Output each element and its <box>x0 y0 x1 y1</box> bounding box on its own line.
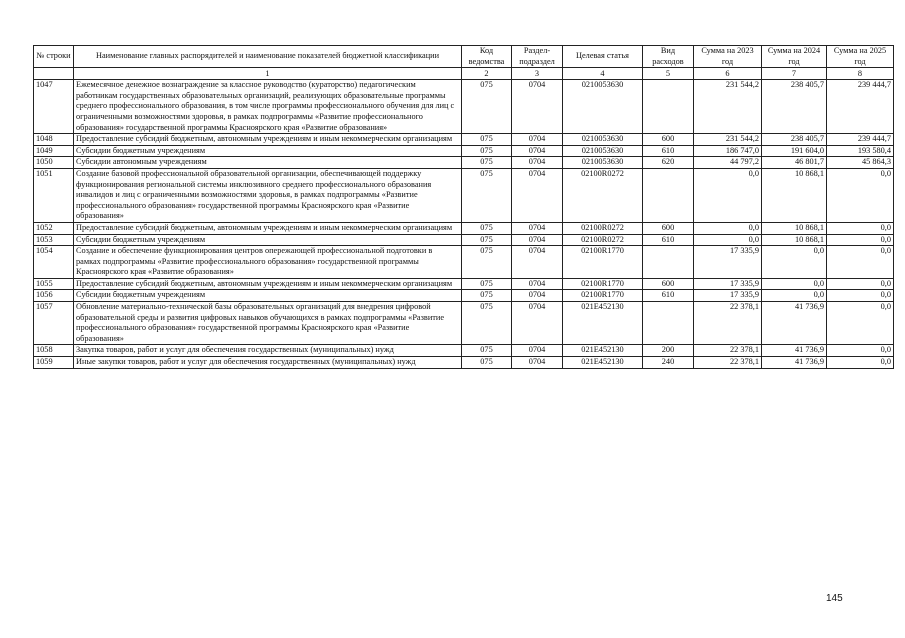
header-name: Наименование главных распорядителей и наименование показателей бюджетной классификации <box>74 46 462 68</box>
header-num: № строки <box>34 46 74 68</box>
sum-2024: 41 736,9 <box>762 345 827 357</box>
sum-2025: 0,0 <box>827 290 894 302</box>
row-name: Иные закупки товаров, работ и услуг для обеспечения государственных (муниципальных) нужд <box>74 357 462 369</box>
section-code: 0704 <box>512 157 563 169</box>
expense-kind <box>643 302 694 345</box>
expense-kind: 600 <box>643 278 694 290</box>
row-number: 1049 <box>34 145 74 157</box>
sum-2023: 0,0 <box>694 222 762 234</box>
target-article: 02100R1770 <box>563 246 643 279</box>
row-name: Обновление материально-технической базы образовательных организаций для внедрения цифровой образовательной среды и развития цифровых навыков обучающихся в рамках подпрограммы «Развитие профессионального образования» государственной программы Красноярского края «Развитие образования» <box>74 302 462 345</box>
target-article: 021Е452130 <box>563 357 643 369</box>
column-number <box>34 68 74 80</box>
dept-code: 075 <box>462 134 512 146</box>
section-code: 0704 <box>512 80 563 134</box>
sum-2024: 41 736,9 <box>762 357 827 369</box>
target-article: 02100R1770 <box>563 278 643 290</box>
row-name: Субсидии бюджетным учреждениям <box>74 234 462 246</box>
table-row <box>34 157 894 169</box>
row-number: 1053 <box>34 234 74 246</box>
target-article: 021Е452130 <box>563 302 643 345</box>
target-article: 0210053630 <box>563 157 643 169</box>
expense-kind <box>643 80 694 134</box>
row-name: Создание базовой профессиональной образовательной организации, обеспечивающей поддержку функционирования региональной системы инклюзивного среднего профессионального образования инвалидов и лиц с ограниченными возможностями здоровья, в рамках подпрограммы «Развитие профессионального образования» государственной программы Красноярского края «Развитие образования» <box>74 168 462 222</box>
dept-code: 075 <box>462 145 512 157</box>
section-code: 0704 <box>512 345 563 357</box>
table-row <box>34 168 894 222</box>
sum-2023: 0,0 <box>694 234 762 246</box>
row-number: 1050 <box>34 157 74 169</box>
dept-code: 075 <box>462 246 512 279</box>
expense-kind <box>643 168 694 222</box>
row-number: 1051 <box>34 168 74 222</box>
sum-2025: 0,0 <box>827 357 894 369</box>
row-number: 1059 <box>34 357 74 369</box>
target-article: 02100R0272 <box>563 222 643 234</box>
row-name: Предоставление субсидий бюджетным, автономным учреждениям и иным некоммерческим организациям <box>74 222 462 234</box>
sum-2024: 10 868,1 <box>762 222 827 234</box>
table-row <box>34 222 894 234</box>
target-article: 02100R0272 <box>563 168 643 222</box>
row-name: Субсидии автономным учреждениям <box>74 157 462 169</box>
table-row <box>34 345 894 357</box>
expense-kind: 600 <box>643 222 694 234</box>
table-row <box>34 302 894 345</box>
budget-table <box>33 45 894 369</box>
row-name: Субсидии бюджетным учреждениям <box>74 290 462 302</box>
sum-2024: 0,0 <box>762 278 827 290</box>
dept-code: 075 <box>462 234 512 246</box>
section-code: 0704 <box>512 290 563 302</box>
table-row <box>34 80 894 134</box>
sum-2023: 22 378,1 <box>694 302 762 345</box>
sum-2025: 0,0 <box>827 246 894 279</box>
column-number: 5 <box>643 68 694 80</box>
sum-2023: 231 544,2 <box>694 134 762 146</box>
row-number: 1057 <box>34 302 74 345</box>
header-article: Целевая статья <box>563 46 643 68</box>
sum-2025: 0,0 <box>827 278 894 290</box>
header-sum-2025: Сумма на 2025 год <box>827 46 894 68</box>
sum-2023: 44 797,2 <box>694 157 762 169</box>
row-number: 1056 <box>34 290 74 302</box>
dept-code: 075 <box>462 278 512 290</box>
section-code: 0704 <box>512 234 563 246</box>
dept-code: 075 <box>462 80 512 134</box>
row-number: 1058 <box>34 345 74 357</box>
column-number: 6 <box>694 68 762 80</box>
expense-kind: 620 <box>643 157 694 169</box>
row-name: Предоставление субсидий бюджетным, автономным учреждениям и иным некоммерческим организациям <box>74 278 462 290</box>
sum-2023: 22 378,1 <box>694 357 762 369</box>
dept-code: 075 <box>462 345 512 357</box>
row-name: Предоставление субсидий бюджетным, автономным учреждениям и иным некоммерческим организациям <box>74 134 462 146</box>
sum-2025: 0,0 <box>827 222 894 234</box>
section-code: 0704 <box>512 222 563 234</box>
sum-2024: 0,0 <box>762 290 827 302</box>
row-name: Ежемесячное денежное вознаграждение за классное руководство (кураторство) педагогическим работникам государственных образовательных организаций, реализующих образовательные программы среднего профессионального образования, в том числе программы профессионального обучения для лиц с ограниченными возможностями здоровья, в рамках подпрограммы «Развитие профессионального образования» государственной программы Красноярского края «Развитие образования» <box>74 80 462 134</box>
expense-kind: 600 <box>643 134 694 146</box>
section-code: 0704 <box>512 134 563 146</box>
target-article: 021Е452130 <box>563 345 643 357</box>
header-kind: Вид расходов <box>643 46 694 68</box>
section-code: 0704 <box>512 278 563 290</box>
section-code: 0704 <box>512 145 563 157</box>
sum-2025: 239 444,7 <box>827 134 894 146</box>
sum-2024: 10 868,1 <box>762 234 827 246</box>
sum-2025: 193 580,4 <box>827 145 894 157</box>
sum-2025: 239 444,7 <box>827 80 894 134</box>
column-number-row <box>34 68 894 80</box>
header-dept: Код ведомства <box>462 46 512 68</box>
section-code: 0704 <box>512 246 563 279</box>
sum-2023: 0,0 <box>694 168 762 222</box>
column-number: 8 <box>827 68 894 80</box>
dept-code: 075 <box>462 357 512 369</box>
column-number: 3 <box>512 68 563 80</box>
target-article: 0210053630 <box>563 134 643 146</box>
sum-2024: 41 736,9 <box>762 302 827 345</box>
table-row <box>34 246 894 279</box>
table-row <box>34 278 894 290</box>
row-number: 1054 <box>34 246 74 279</box>
sum-2023: 17 335,9 <box>694 246 762 279</box>
sum-2023: 22 378,1 <box>694 345 762 357</box>
sum-2023: 186 747,0 <box>694 145 762 157</box>
table-row <box>34 290 894 302</box>
section-code: 0704 <box>512 357 563 369</box>
dept-code: 075 <box>462 157 512 169</box>
row-number: 1052 <box>34 222 74 234</box>
table-body <box>34 80 894 368</box>
expense-kind: 610 <box>643 145 694 157</box>
target-article: 02100R1770 <box>563 290 643 302</box>
table-row <box>34 357 894 369</box>
sum-2023: 17 335,9 <box>694 290 762 302</box>
sum-2025: 45 864,3 <box>827 157 894 169</box>
row-name: Субсидии бюджетным учреждениям <box>74 145 462 157</box>
expense-kind: 200 <box>643 345 694 357</box>
dept-code: 075 <box>462 302 512 345</box>
column-number: 1 <box>74 68 462 80</box>
table-row <box>34 134 894 146</box>
sum-2024: 191 604,0 <box>762 145 827 157</box>
expense-kind: 610 <box>643 234 694 246</box>
row-number: 1048 <box>34 134 74 146</box>
column-number: 7 <box>762 68 827 80</box>
expense-kind <box>643 246 694 279</box>
sum-2024: 46 801,7 <box>762 157 827 169</box>
sum-2024: 10 868,1 <box>762 168 827 222</box>
table-row <box>34 234 894 246</box>
target-article: 0210053630 <box>563 80 643 134</box>
dept-code: 075 <box>462 168 512 222</box>
target-article: 02100R0272 <box>563 234 643 246</box>
row-name: Закупка товаров, работ и услуг для обеспечения государственных (муниципальных) нужд <box>74 345 462 357</box>
sum-2025: 0,0 <box>827 234 894 246</box>
column-number: 2 <box>462 68 512 80</box>
page-number: 145 <box>826 593 843 604</box>
target-article: 0210053630 <box>563 145 643 157</box>
sum-2025: 0,0 <box>827 168 894 222</box>
sum-2023: 17 335,9 <box>694 278 762 290</box>
sum-2025: 0,0 <box>827 345 894 357</box>
column-number: 4 <box>563 68 643 80</box>
header-section: Раздел-подраздел <box>512 46 563 68</box>
section-code: 0704 <box>512 168 563 222</box>
table-row <box>34 145 894 157</box>
expense-kind: 240 <box>643 357 694 369</box>
row-number: 1055 <box>34 278 74 290</box>
sum-2023: 231 544,2 <box>694 80 762 134</box>
sum-2024: 238 405,7 <box>762 80 827 134</box>
sum-2024: 0,0 <box>762 246 827 279</box>
header-sum-2023: Сумма на 2023 год <box>694 46 762 68</box>
row-name: Создание и обеспечение функционирования центров опережающей профессиональной подготовки в рамках подпрограммы «Развитие профессионального образования» государственной программы Красноярского края «Развитие образования» <box>74 246 462 279</box>
dept-code: 075 <box>462 290 512 302</box>
sum-2025: 0,0 <box>827 302 894 345</box>
dept-code: 075 <box>462 222 512 234</box>
header-sum-2024: Сумма на 2024 год <box>762 46 827 68</box>
row-number: 1047 <box>34 80 74 134</box>
sum-2024: 238 405,7 <box>762 134 827 146</box>
header-row <box>34 46 894 68</box>
section-code: 0704 <box>512 302 563 345</box>
expense-kind: 610 <box>643 290 694 302</box>
